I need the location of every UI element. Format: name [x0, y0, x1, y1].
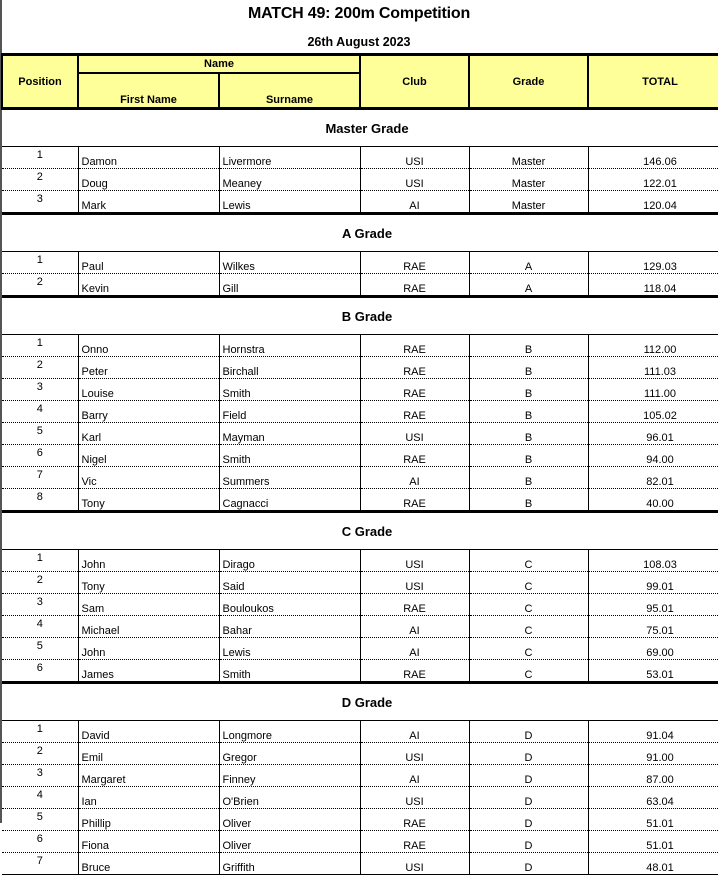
cell-surname: Gregor — [219, 743, 360, 765]
cell-club: AI — [360, 467, 469, 489]
cell-club: AI — [360, 191, 469, 214]
cell-first-name: Damon — [78, 147, 219, 169]
cell-first-name: Barry — [78, 401, 219, 423]
cell-grade: D — [469, 743, 588, 765]
cell-club: RAE — [360, 831, 469, 853]
cell-total: 111.00 — [588, 379, 718, 401]
cell-total: 82.01 — [588, 467, 718, 489]
cell-surname: Wilkes — [219, 252, 360, 274]
cell-position: 8 — [2, 489, 78, 512]
cell-club: USI — [360, 147, 469, 169]
cell-grade: B — [469, 445, 588, 467]
cell-club: USI — [360, 550, 469, 572]
table-row — [2, 445, 718, 467]
cell-grade: D — [469, 853, 588, 875]
cell-position: 1 — [2, 252, 78, 274]
cell-grade: C — [469, 572, 588, 594]
results-body — [2, 109, 718, 875]
header-surname: Surname — [219, 73, 360, 109]
table-row — [2, 423, 718, 445]
table-row — [2, 809, 718, 831]
cell-total: 63.04 — [588, 787, 718, 809]
cell-surname: O'Brien — [219, 787, 360, 809]
cell-club: AI — [360, 638, 469, 660]
cell-club: USI — [360, 743, 469, 765]
cell-first-name: Emil — [78, 743, 219, 765]
cell-position: 6 — [2, 445, 78, 467]
cell-grade: Master — [469, 169, 588, 191]
cell-first-name: Tony — [78, 489, 219, 512]
cell-position: 1 — [2, 721, 78, 743]
section-header-row — [2, 109, 718, 147]
header-total: TOTAL — [588, 55, 718, 109]
cell-surname: Meaney — [219, 169, 360, 191]
cell-first-name: Karl — [78, 423, 219, 445]
cell-grade: B — [469, 489, 588, 512]
section-title: D Grade — [2, 683, 718, 721]
cell-club: AI — [360, 721, 469, 743]
cell-first-name: Doug — [78, 169, 219, 191]
header-first-name: First Name — [78, 73, 219, 109]
cell-total: 118.04 — [588, 274, 718, 297]
cell-position: 2 — [2, 274, 78, 297]
header-grade: Grade — [469, 55, 588, 109]
section-title: C Grade — [2, 512, 718, 550]
cell-club: RAE — [360, 445, 469, 467]
cell-surname: Field — [219, 401, 360, 423]
cell-total: 91.00 — [588, 743, 718, 765]
cell-grade: C — [469, 594, 588, 616]
cell-club: USI — [360, 423, 469, 445]
cell-club: USI — [360, 572, 469, 594]
cell-total: 111.03 — [588, 357, 718, 379]
cell-club: RAE — [360, 252, 469, 274]
cell-total: 129.03 — [588, 252, 718, 274]
cell-surname: Hornstra — [219, 335, 360, 357]
cell-club: USI — [360, 169, 469, 191]
cell-grade: A — [469, 274, 588, 297]
cell-surname: Bouloukos — [219, 594, 360, 616]
cell-surname: Oliver — [219, 831, 360, 853]
cell-club: RAE — [360, 274, 469, 297]
cell-club: AI — [360, 616, 469, 638]
section-header-row — [2, 683, 718, 721]
cell-first-name: James — [78, 660, 219, 683]
cell-club: USI — [360, 787, 469, 809]
header-name-group: Name — [78, 55, 360, 74]
cell-total: 108.03 — [588, 550, 718, 572]
cell-surname: Gill — [219, 274, 360, 297]
cell-first-name: John — [78, 638, 219, 660]
section-header-row — [2, 214, 718, 252]
cell-position: 6 — [2, 660, 78, 683]
cell-grade: B — [469, 335, 588, 357]
cell-surname: Bahar — [219, 616, 360, 638]
table-row — [2, 379, 718, 401]
cell-first-name: Sam — [78, 594, 219, 616]
cell-first-name: Michael — [78, 616, 219, 638]
cell-surname: Smith — [219, 660, 360, 683]
cell-first-name: David — [78, 721, 219, 743]
cell-first-name: Mark — [78, 191, 219, 214]
cell-grade: B — [469, 379, 588, 401]
cell-total: 146.06 — [588, 147, 718, 169]
cell-total: 40.00 — [588, 489, 718, 512]
cell-surname: Livermore — [219, 147, 360, 169]
cell-position: 5 — [2, 809, 78, 831]
cell-grade: B — [469, 467, 588, 489]
cell-total: 96.01 — [588, 423, 718, 445]
cell-first-name: John — [78, 550, 219, 572]
cell-club: RAE — [360, 660, 469, 683]
cell-club: RAE — [360, 379, 469, 401]
section-title: Master Grade — [2, 109, 718, 147]
cell-position: 1 — [2, 335, 78, 357]
cell-first-name: Margaret — [78, 765, 219, 787]
cell-total: 91.04 — [588, 721, 718, 743]
cell-first-name: Kevin — [78, 274, 219, 297]
table-row — [2, 743, 718, 765]
cell-surname: Longmore — [219, 721, 360, 743]
cell-club: RAE — [360, 357, 469, 379]
cell-surname: Birchall — [219, 357, 360, 379]
cell-grade: D — [469, 787, 588, 809]
cell-position: 3 — [2, 191, 78, 214]
cell-position: 4 — [2, 787, 78, 809]
section-title: B Grade — [2, 297, 718, 335]
cell-surname: Oliver — [219, 809, 360, 831]
table-row — [2, 787, 718, 809]
cell-total: 99.01 — [588, 572, 718, 594]
cell-position: 2 — [2, 169, 78, 191]
cell-first-name: Phillip — [78, 809, 219, 831]
cell-club: RAE — [360, 489, 469, 512]
cell-club: RAE — [360, 335, 469, 357]
cell-position: 3 — [2, 765, 78, 787]
cell-position: 2 — [2, 572, 78, 594]
cell-total: 105.02 — [588, 401, 718, 423]
cell-total: 120.04 — [588, 191, 718, 214]
cell-first-name: Vic — [78, 467, 219, 489]
cell-surname: Finney — [219, 765, 360, 787]
table-row — [2, 616, 718, 638]
cell-surname: Mayman — [219, 423, 360, 445]
cell-surname: Smith — [219, 445, 360, 467]
section-header-row — [2, 512, 718, 550]
header-club: Club — [360, 55, 469, 109]
section-title: A Grade — [2, 214, 718, 252]
cell-grade: Master — [469, 147, 588, 169]
table-row — [2, 765, 718, 787]
section-header-row — [2, 297, 718, 335]
cell-surname: Cagnacci — [219, 489, 360, 512]
cell-total: 122.01 — [588, 169, 718, 191]
cell-surname: Smith — [219, 379, 360, 401]
table-row — [2, 489, 718, 512]
cell-grade: B — [469, 357, 588, 379]
table-row — [2, 594, 718, 616]
cell-total: 75.01 — [588, 616, 718, 638]
cell-club: USI — [360, 853, 469, 875]
cell-surname: Dirago — [219, 550, 360, 572]
table-row — [2, 357, 718, 379]
cell-position: 2 — [2, 743, 78, 765]
cell-position: 3 — [2, 594, 78, 616]
cell-first-name: Onno — [78, 335, 219, 357]
cell-position: 7 — [2, 467, 78, 489]
table-row — [2, 169, 718, 191]
cell-grade: C — [469, 550, 588, 572]
cell-surname: Said — [219, 572, 360, 594]
cell-grade: C — [469, 660, 588, 683]
cell-grade: D — [469, 831, 588, 853]
cell-position: 6 — [2, 831, 78, 853]
header-row-top — [2, 55, 718, 74]
cell-total: 112.00 — [588, 335, 718, 357]
results-table — [1, 53, 718, 875]
cell-total: 87.00 — [588, 765, 718, 787]
cell-first-name: Fiona — [78, 831, 219, 853]
cell-position: 5 — [2, 423, 78, 445]
cell-surname: Summers — [219, 467, 360, 489]
document-date: 26th August 2023 — [307, 35, 411, 49]
cell-position: 7 — [2, 853, 78, 875]
cell-first-name: Nigel — [78, 445, 219, 467]
cell-first-name: Bruce — [78, 853, 219, 875]
table-row — [2, 853, 718, 875]
cell-grade: B — [469, 423, 588, 445]
table-row — [2, 831, 718, 853]
table-row — [2, 638, 718, 660]
cell-total: 94.00 — [588, 445, 718, 467]
cell-total: 69.00 — [588, 638, 718, 660]
table-row — [2, 274, 718, 297]
cell-grade: A — [469, 252, 588, 274]
cell-first-name: Ian — [78, 787, 219, 809]
cell-position: 3 — [2, 379, 78, 401]
cell-club: RAE — [360, 594, 469, 616]
table-row — [2, 721, 718, 743]
table-row — [2, 335, 718, 357]
cell-grade: C — [469, 638, 588, 660]
cell-first-name: Paul — [78, 252, 219, 274]
cell-club: AI — [360, 765, 469, 787]
cell-position: 1 — [2, 550, 78, 572]
header-position: Position — [2, 55, 78, 109]
cell-grade: D — [469, 721, 588, 743]
cell-total: 95.01 — [588, 594, 718, 616]
cell-total: 53.01 — [588, 660, 718, 683]
cell-position: 2 — [2, 357, 78, 379]
cell-grade: D — [469, 765, 588, 787]
cell-position: 1 — [2, 147, 78, 169]
cell-first-name: Louise — [78, 379, 219, 401]
cell-surname: Lewis — [219, 191, 360, 214]
table-row — [2, 252, 718, 274]
cell-total: 48.01 — [588, 853, 718, 875]
cell-first-name: Tony — [78, 572, 219, 594]
cell-grade: D — [469, 809, 588, 831]
cell-total: 51.01 — [588, 831, 718, 853]
cell-position: 4 — [2, 616, 78, 638]
cell-grade: Master — [469, 191, 588, 214]
cell-total: 51.01 — [588, 809, 718, 831]
cell-position: 5 — [2, 638, 78, 660]
cell-club: RAE — [360, 401, 469, 423]
table-row — [2, 147, 718, 169]
table-row — [2, 191, 718, 214]
cell-position: 4 — [2, 401, 78, 423]
cell-surname: Lewis — [219, 638, 360, 660]
table-row — [2, 467, 718, 489]
cell-club: RAE — [360, 809, 469, 831]
document-title: MATCH 49: 200m Competition — [247, 5, 471, 22]
cell-first-name: Peter — [78, 357, 219, 379]
cell-grade: C — [469, 616, 588, 638]
cell-grade: B — [469, 401, 588, 423]
cell-surname: Griffith — [219, 853, 360, 875]
table-row — [2, 401, 718, 423]
table-row — [2, 550, 718, 572]
table-row — [2, 572, 718, 594]
table-row — [2, 660, 718, 683]
